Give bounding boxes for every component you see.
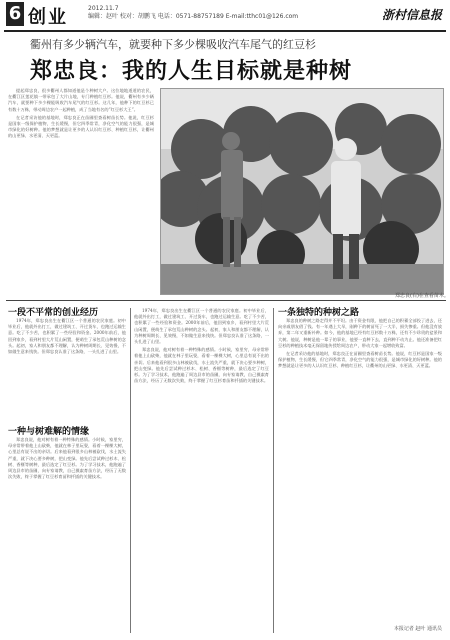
header-meta xyxy=(88,5,298,21)
lead-text: 提起郑忠良，很多衢州人都知道他是个种树大户。这位地地道道的农民，在衢江区莲花镇一带承包了大片山地，专门种植红豆杉。他说，衢州有多少辆汽车，就要种下多少棵能吸收汽车尾气的红豆杉。这几年，他种下的红豆杉已有数十万株，带动周边农户一起种植，成了当地有名的“红豆杉大王”。 xyxy=(8,88,154,112)
page-header xyxy=(4,2,446,32)
section1-text-cont: 1974年，郑忠良出生在衢江区一个普通的农民家庭。初中毕业后，他就外出打工，做过建筑工、开过货车，也跑过运输生意。吃了不少苦，也积累了一些经验和资金。2000年前后，他回到家乡，看到村里大片荒山闲置，便萌生了承包荒山种树的念头。起初，家人和朋友都不理解，认为种树周期长、见效慢，不如做生意来钱快。但郑忠良认准了这条路，一头扎进了山里。 xyxy=(134,308,269,345)
section2-text-cont: 郑忠良说，他对树有着一种特殊的感情。小时候，家里穷，母亲常带着他上山砍柴，他就在林子里玩耍，看着一棵棵大树，心里总有说不出的亲切。后来他看到很多山林被砍伐，水土流失严重，就下决心要多种树，把山变绿。他先后尝试种过杉木、松树、香榧等树种，最后选定了红豆杉。为了学习技术，他跑遍了周边县市的苗圃，向专家请教，自己摸索育苗方法，经历了无数次失败，终于掌握了红豆杉育苗和扦插的关键技术。 xyxy=(134,347,269,384)
section3-body xyxy=(278,318,442,623)
photo-illustration xyxy=(161,89,443,294)
column-rule-2 xyxy=(273,308,274,633)
section2-title: 一种与树难解的情缘 xyxy=(8,427,90,437)
section3-text: 郑忠良的种树之路走得并不平坦。由于资金有限，他把自己的积蓄全部投了进去，还向亲戚朋友借了钱。有一年遇上大旱，刚种下的树苗死了一大半，损失惨重。但他没有放弃，第二年又重新补种。如今，他的基地已经有红豆杉数十万株，还有不少珍贵的盆景和大树。他说，种树是他一辈子的事业，他要一直种下去，直到种不动为止。他还准备把红豆杉的种植技术毫无保留地传授给周边农户，带动大家一起增收致富。 xyxy=(278,318,442,348)
section-name: 创业 xyxy=(28,7,68,28)
article-byline: 本报记者 赵叶 通讯员 xyxy=(393,626,442,632)
section1-title: 一段不平常的创业经历 xyxy=(8,308,99,318)
article-subtitle: 衢州有多少辆汽车，就要种下多少棵吸收汽车尾气的红豆杉 xyxy=(30,38,316,51)
continued-column-2 xyxy=(134,308,269,633)
newspaper-name: 浙村信息报 xyxy=(381,8,442,22)
section3-title: 一条独特的种树之路 xyxy=(278,308,360,318)
photo-caption: 郑忠良(右)在查看苗木。 xyxy=(395,293,449,299)
section2-body-col1 xyxy=(8,437,126,633)
section1-body xyxy=(8,318,126,420)
column-rule-1 xyxy=(130,308,131,633)
article-photo xyxy=(160,88,444,295)
issue-date: 2012.11.7 xyxy=(88,5,119,12)
section-divider xyxy=(6,300,446,301)
article-title: 郑忠良：我的人生目标就是种树 xyxy=(30,59,353,84)
page-number: 6 xyxy=(6,2,24,26)
lead-paragraph xyxy=(8,88,154,208)
section3-text-2: 在记者采访他的基地时，郑忠良正在苗圃里查看树苗长势。他说，红豆杉是国家一级保护植物，生长缓慢，但它四季常青，净化空气的能力很强，是城市绿化的好树种。他的梦想就是让更多的人认识红豆杉、种植红豆杉，让衢州的山更绿、水更清、天更蓝。 xyxy=(278,351,442,369)
section1-text: 1974年，郑忠良出生在衢江区一个普通的农民家庭。初中毕业后，他就外出打工，做过建筑工、开过货车，也跑过运输生意。吃了不少苦，也积累了一些经验和资金。2000年前后，他回到家乡，看到村里大片荒山闲置，便萌生了承包荒山种树的念头。起初，家人和朋友都不理解，认为种树周期长、见效慢，不如做生意来钱快。但郑忠良认准了这条路，一头扎进了山里。 xyxy=(8,318,126,355)
section2-text: 郑忠良说，他对树有着一种特殊的感情。小时候，家里穷，母亲常带着他上山砍柴，他就在林子里玩耍，看着一棵棵大树，心里总有说不出的亲切。后来他看到很多山林被砍伐，水土流失严重，就下决心要多种树，把山变绿。他先后尝试种过杉木、松树、香榧等树种，最后选定了红豆杉。为了学习技术，他跑遍了周边县市的苗圃，向专家请教，自己摸索育苗方法，经历了无数次失败，终于掌握了红豆杉育苗和扦插的关键技术。 xyxy=(8,437,126,480)
editor-contact: 编辑：赵叶 校对：胡鹏飞 电话：0571-88757189 E-mail:tthc01@126.com xyxy=(88,13,299,20)
lead-text-2: 在记者采访他的基地时，郑忠良正在苗圃里查看树苗长势。他说，红豆杉是国家一级保护植物，生长缓慢，但它四季常青，净化空气的能力很强，是城市绿化的好树种。他的梦想就是让更多的人认识红豆杉、种植红豆杉，让衢州的山更绿、水更清、天更蓝。 xyxy=(8,114,154,139)
